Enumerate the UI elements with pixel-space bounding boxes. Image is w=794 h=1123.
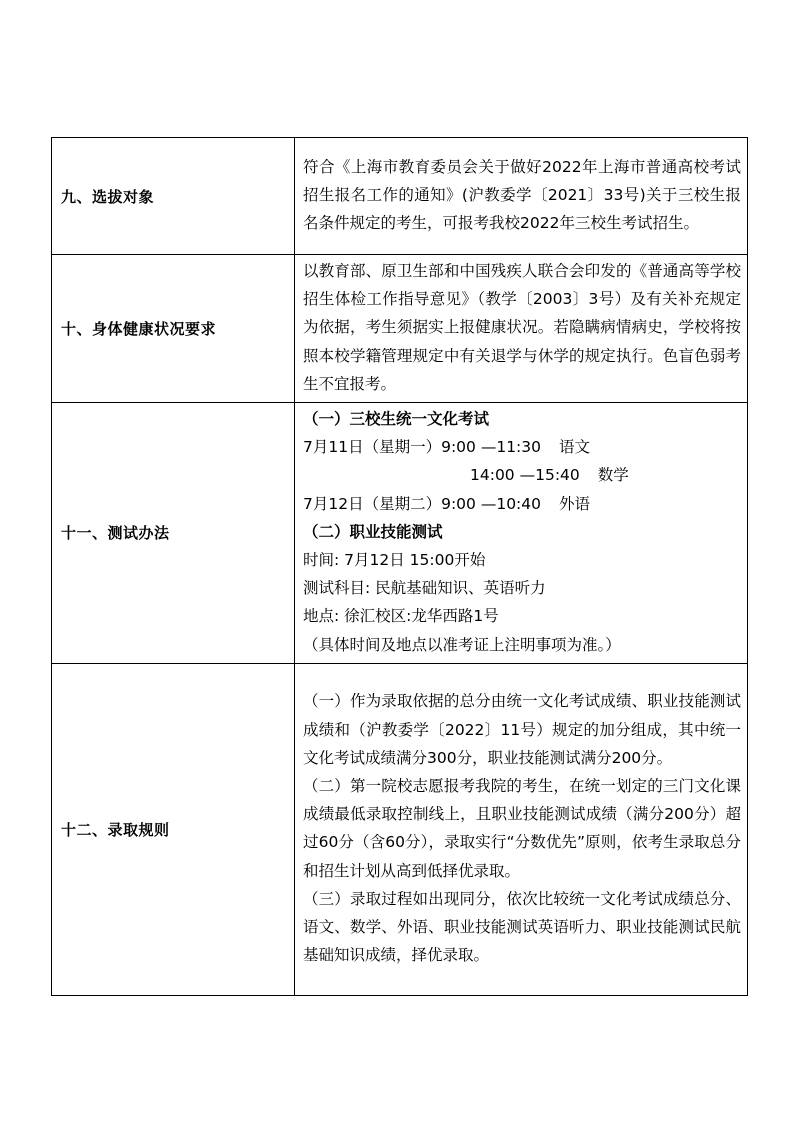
exam-subject: 数学 (597, 466, 629, 485)
admissions-table (51, 137, 748, 996)
row-label-health-requirements: 十、身体健康状况要求 (52, 255, 295, 403)
admission-rule-1: （一）作为录取依据的总分由统一文化考试成绩、职业技能测试成绩和（沪教委学〔2022〕11号）规定的加分组成，其中统一文化考试成绩满分300分，职业技能测试满分200分。 (303, 692, 741, 767)
exam-time: 9:00 —10:40 (441, 494, 541, 513)
exam-date: 7月12日（星期二） (303, 494, 442, 513)
row-label-test-methods: 十一、测试办法 (52, 403, 295, 664)
row-content-admission-rules (295, 663, 748, 995)
row-content-test-methods (295, 403, 748, 664)
row-content-health-requirements (295, 255, 748, 403)
admission-ticket-note: （具体时间及地点以准考证上注明事项为准。） (303, 635, 621, 654)
exam-time: 9:00 —11:30 (441, 438, 541, 457)
exam-time: 14:00 —15:40 (470, 466, 580, 485)
table-row (52, 403, 748, 664)
admission-rule-2: （二）第一院校志愿报考我院的考生，在统一划定的三门文化课成绩最低录取控制线上，且职业技能测试成绩（满分200分）超过60分（含60分），录取实行“分数优先”原则，依考生录取总分和招生计划从高到低择优录取。 (303, 776, 741, 880)
table-row (52, 663, 748, 995)
skill-test-subjects: 测试科目: 民航基础知识、英语听力 (303, 579, 546, 598)
exam-subject: 语文 (559, 438, 591, 457)
exam-schedule-line (303, 490, 741, 518)
exam-schedule-line (303, 461, 741, 489)
row-label-admission-rules: 十二、录取规则 (52, 663, 295, 995)
exam-schedule-line (303, 433, 741, 461)
table-row (52, 255, 748, 403)
section-title-culture-exam: （一）三校生统一文化考试 (303, 410, 490, 429)
skill-test-location: 地点: 徐汇校区:龙华西路1号 (303, 607, 499, 626)
table-row (52, 138, 748, 255)
admission-rule-3: （三）录取过程如出现同分，依次比较统一文化考试成绩总分、语文、数学、外语、职业技能测试英语听力、职业技能测试民航基础知识成绩，择优录取。 (303, 889, 741, 965)
skill-test-time: 时间: 7月12日 15:00开始 (303, 551, 486, 570)
row-label-selection-target: 九、选拔对象 (52, 138, 295, 255)
selection-target-text: 符合《上海市教育委员会关于做好2022年上海市普通高校考试招生报名工作的通知》(沪教委学〔2021〕33号)关于三校生报名条件规定的考生，可报考我校2022年三校生考试招生。 (303, 157, 741, 233)
exam-subject: 外语 (559, 494, 591, 513)
section-title-skill-test: （二）职业技能测试 (303, 522, 443, 541)
health-requirements-text: 以教育部、原卫生部和中国残疾人联合会印发的《普通高等学校招生体检工作指导意见》（教学〔2003〕3号）及有关补充规定为依据，考生须据实上报健康状况。若隐瞒病情病史，学校将按照本校学籍管理规定中有关退学与休学的规定执行。色盲色弱考生不宜报考。 (303, 262, 741, 393)
row-content-selection-target (295, 138, 748, 255)
exam-date: 7月11日（星期一） (303, 438, 442, 457)
